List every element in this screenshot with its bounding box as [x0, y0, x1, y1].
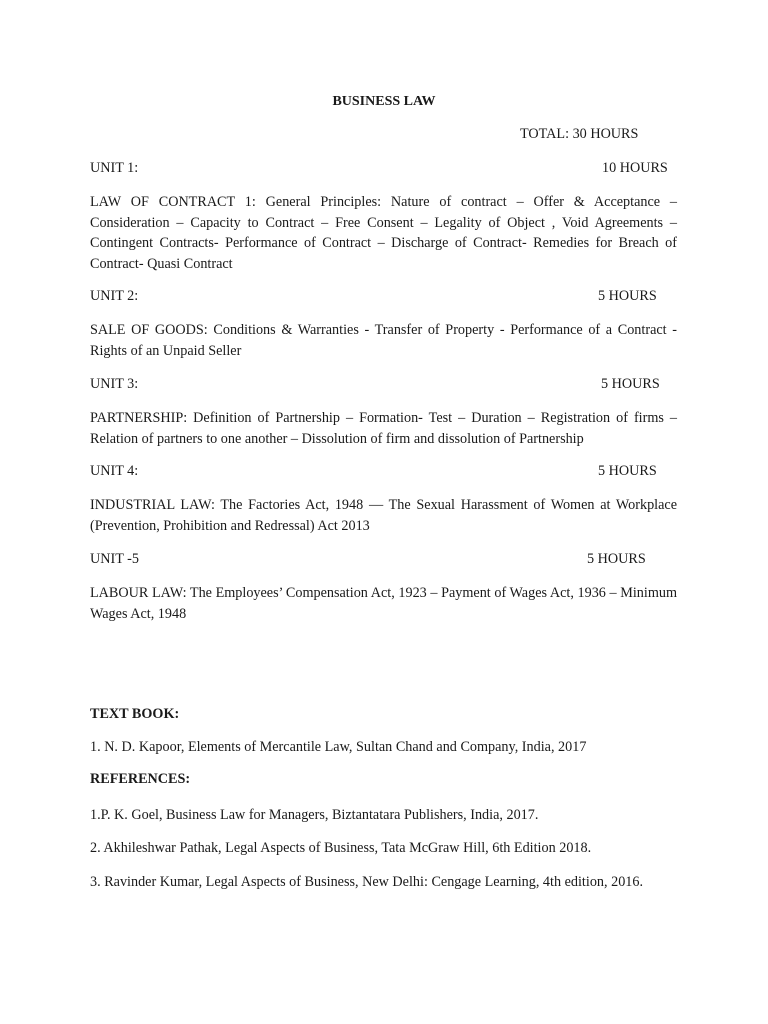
- unit-1-label: UNIT 1:: [90, 160, 139, 176]
- reference-item-3: 3. Ravinder Kumar, Legal Aspects of Business, New Delhi: Cengage Learning, 4th edition, 2016.: [90, 874, 644, 890]
- unit-4-content: INDUSTRIAL LAW: The Factories Act, 1948 — The Sexual Harassment of Women at Workplace (Prevention, Prohibition and Redressal) Act 2013: [90, 497, 677, 534]
- textbook-item: 1. N. D. Kapoor, Elements of Mercantile Law, Sultan Chand and Company, India, 2017: [90, 739, 587, 755]
- unit-5-hours: 5 HOURS: [587, 551, 646, 567]
- unit-2-content: SALE OF GOODS: Conditions & Warranties - Transfer of Property - Performance of a Contract - Rights of an Unpaid Seller: [90, 322, 677, 359]
- unit-4-label: UNIT 4:: [90, 463, 139, 479]
- unit-5-label: UNIT -5: [90, 551, 139, 567]
- total-hours: TOTAL: 30 HOURS: [520, 126, 639, 142]
- page-title: BUSINESS LAW: [332, 94, 436, 109]
- unit-3-hours: 5 HOURS: [601, 376, 660, 392]
- unit-1-content: LAW OF CONTRACT 1: General Principles: Nature of contract – Offer & Acceptance – Consideration – Capacity to Contract – Free Consent – Legality of Object , Void Agreements – Contingent Contracts- Performance of Contract – Discharge of Contract- Remedies for Breach of Contract- Quasi Contract: [90, 194, 677, 272]
- unit-2-label: UNIT 2:: [90, 288, 139, 304]
- unit-3-content: PARTNERSHIP: Definition of Partnership – Formation- Test – Duration – Registration of firms – Relation of partners to one another – Dissolution of firm and dissolution of Partnership: [90, 410, 677, 447]
- reference-item-2: 2. Akhileshwar Pathak, Legal Aspects of Business, Tata McGraw Hill, 6th Edition 2018.: [90, 840, 592, 856]
- unit-4-hours: 5 HOURS: [598, 463, 657, 479]
- unit-5-content: LABOUR LAW: The Employees’ Compensation Act, 1923 – Payment of Wages Act, 1936 – Minimum Wages Act, 1948: [90, 585, 677, 622]
- unit-1-hours: 10 HOURS: [602, 160, 668, 176]
- textbook-heading: TEXT BOOK:: [90, 706, 180, 722]
- reference-item-1: 1.P. K. Goel, Business Law for Managers, Biztantatara Publishers, India, 2017.: [90, 807, 539, 823]
- references-heading: REFERENCES:: [90, 771, 191, 787]
- unit-2-hours: 5 HOURS: [598, 288, 657, 304]
- unit-3-label: UNIT 3:: [90, 376, 139, 392]
